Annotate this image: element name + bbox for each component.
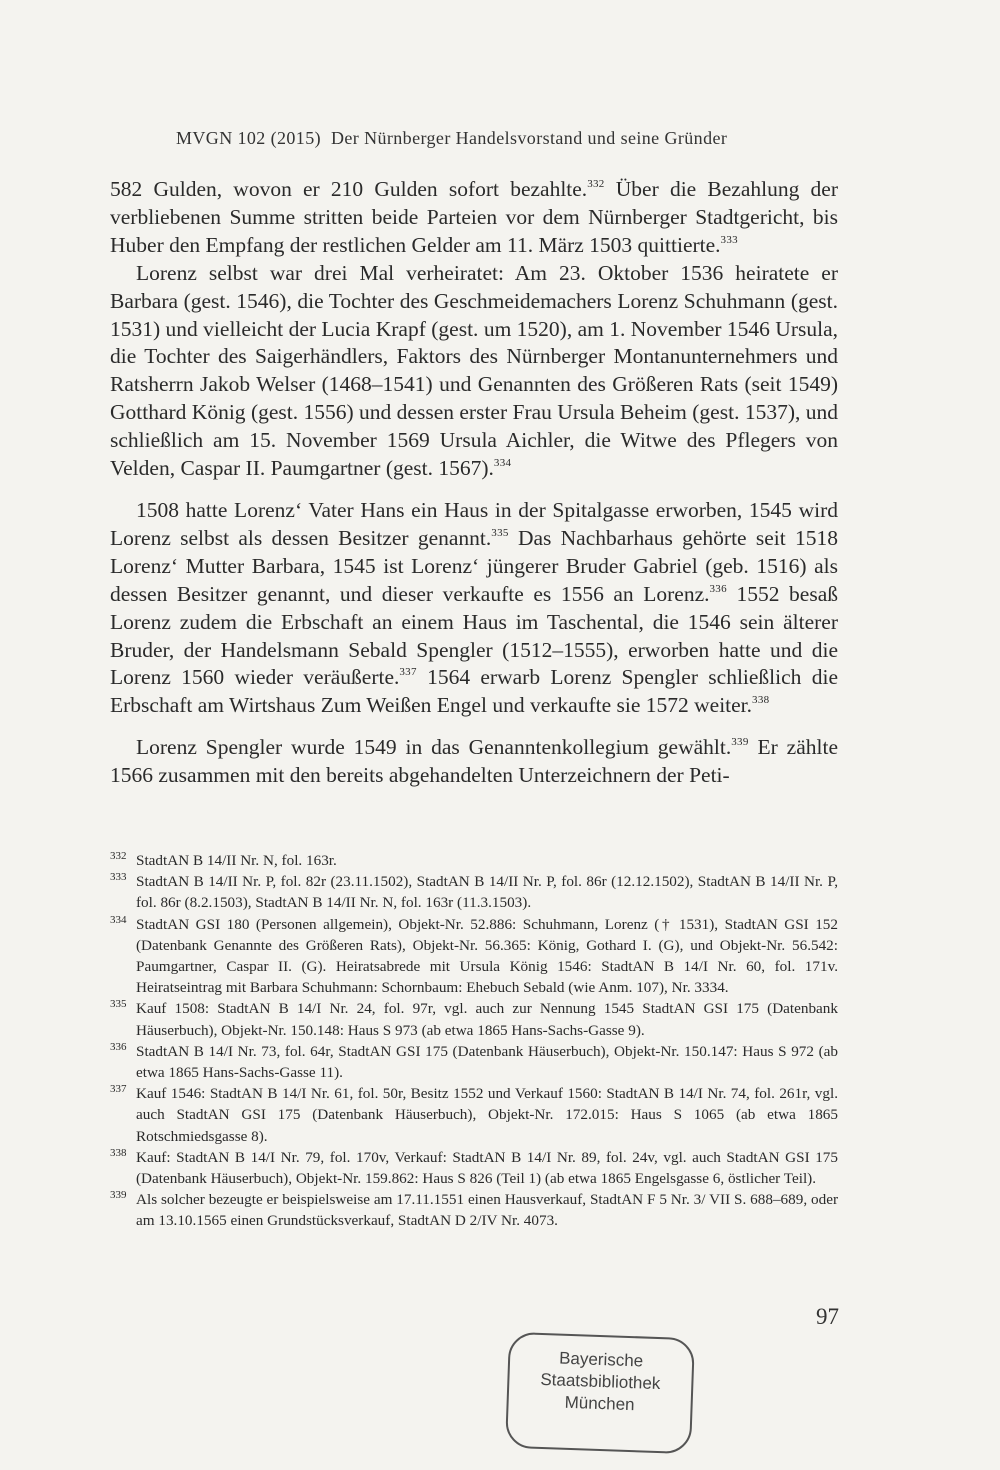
footnote-ref-334[interactable]: 334 [493, 457, 512, 470]
footnote-337: 337 Kauf 1546: StadtAN B 14/I Nr. 61, fol. 50r, Besitz 1552 und Verkauf 1560: StadtAN B 14/I Nr. 74, fol. 261r, vgl. auch StadtAN GSI 175 (Datenbank Häuserbuch), Objekt-Nr. 172.015: Haus S 1065 (ab etwa 1865 Rotschmiedsgasse 8). [110, 1083, 838, 1145]
footnote-333: 333 StadtAN B 14/II Nr. P, fol. 82r (23.11.1502), StadtAN B 14/II Nr. P, fol. 86r (12.12.1502), StadtAN B 14/II Nr. P, fol. 86r (8.2.1503), StadtAN B 14/II Nr. N, fol. 163r (11.3.1503). [110, 871, 838, 912]
footnote-ref-338[interactable]: 338 [752, 694, 770, 707]
footnote-339: 339 Als solcher bezeugte er beispielsweise am 17.11.1551 einen Hausverkauf, StadtAN F 5 Nr. 3/ VII S. 688–689, oder am 13.10.1565 einen Grundstücksverkauf, StadtAN D 2/IV Nr. 4073. [110, 1189, 838, 1230]
article-title: Der Nürnberger Handelsvorstand und seine Gründer [331, 128, 728, 148]
paragraph-4: Lorenz Spengler wurde 1549 in das Genanntenkollegium gewählt.$^{339}$ Er zählte 1566 zusammen mit den bereits abgehandelten Unterzeichnern der Peti- [110, 735, 838, 788]
footnote-ref-339[interactable]: 339 [731, 736, 749, 749]
footnote-338: 338 Kauf: StadtAN B 14/I Nr. 79, fol. 170v, Verkauf: StadtAN B 14/I Nr. 89, fol. 24v, vgl. auch StadtAN GSI 175 (Datenbank Häuserbuch), Objekt-Nr. 159.862: Haus S 826 (Teil 1) (ab etwa 1865 Engelsgasse 6, östlicher Teil). [110, 1146, 838, 1188]
stamp-line-1: Bayerische [558, 1348, 644, 1371]
footnote-ref-336[interactable]: 336 [709, 582, 727, 595]
running-header [176, 128, 727, 149]
stamp-line-2: Staatsbibliothek [540, 1369, 661, 1394]
body-text [110, 176, 838, 790]
page-number: 97 [816, 1304, 839, 1329]
paragraph-1: 582 Gulden, wovon er 210 Gulden sofort bezahlte.$^{332}$ Über die Bezahlung der verbliebenen Summe stritten beide Parteien vor dem Nürnberger Stadtgericht, bis Huber den Empfang der restlichen Gelder am 11. März 1503 quittierte.$^{333}$ [110, 177, 839, 257]
footnote-ref-335[interactable]: 335 [491, 526, 509, 539]
footnote-336: 336 StadtAN B 14/I Nr. 73, fol. 64r, StadtAN GSI 175 (Datenbank Häuserbuch), Objekt-Nr. 150.147: Haus S 972 (ab etwa 1865 Hans-Sachs-Gasse 11). [110, 1040, 838, 1082]
footnote-ref-337[interactable]: 337 [399, 666, 417, 679]
paragraph-2: Lorenz selbst war drei Mal verheiratet: Am 23. Oktober 1536 heiratete er Barbara (gest. 1546), die Tochter des Geschmeidemachers Lorenz Schuhmann (gest. 1531) und vielleicht der Lucia Krapf (gest. um 1520), am 1. November 1546 Ursula, die Tochter des Saigerhändlers, Faktors des Nürnberger Montanunternehmers und Ratsherrn Jakob Welser (1468–1541) und Genannten des Größeren Rats (seit 1549) Gotthard König (gest. 1556) und dessen erster Frau Ursula Beheim (gest. 1537), und schließlich am 15. November 1569 Ursula Aichler, die Witwe des Pflegers von Velden, Caspar II. Paumgartner (gest. 1567).$^{334}$ [110, 260, 838, 481]
journal-reference: MVGN 102 (2015) [176, 128, 321, 148]
footnote-335: 335 Kauf 1508: StadtAN B 14/I Nr. 24, fol. 97r, vgl. auch zur Nennung 1545 StadtAN GSI 175 (Datenbank Häuserbuch), Objekt-Nr. 150.148: Haus S 973 (ab etwa 1865 Hans-Sachs-Gasse 9). [110, 998, 838, 1039]
footnote-334: 334 StadtAN GSI 180 (Personen allgemein), Objekt-Nr. 52.886: Schuhmann, Lorenz († 1531), StadtAN GSI 152 (Datenbank Genannte des Größeren Rats), Objekt-Nr. 56.365: König, Gothard I. (G), und Objekt-Nr. 56.542: Paumgartner, Caspar II. (G). Heiratsabrede mit Ursula König 1546: StadtAN B 14/I Nr. 60, fol. 171v. Heiratseintrag mit Barbara Schuhmann: Schornbaum: Ehebuch Sebald (wie Anm. 107), Nr. 3334. [110, 913, 838, 997]
stamp-line-3: München [564, 1392, 635, 1415]
footnote-ref-333[interactable]: 333 [720, 233, 738, 246]
footnotes [110, 850, 838, 1232]
paragraph-3: 1508 hatte Lorenz‘ Vater Hans ein Haus in der Spitalgasse erworben, 1545 wird Lorenz selbst als dessen Besitzer genannt.$^{335}$ Das Nachbarhaus gehörte seit 1518 Lorenz‘ Mutter Barbara, 1545 ist Lorenz‘ jüngerer Bruder Gabriel (geb. 1516) als dessen Besitzer genannt, und dieser verkaufte es 1556 an Lorenz.$^{336}$ 1552 besaß Lorenz zudem die Erbschaft an einem Haus im Taschental, die 1546 sein älterer Bruder, der Handelsmann Sebald Spengler (1512–1555), erworben hatte und die Lorenz 1560 wieder veräußerte.$^{337}$ 1564 erwarb Lorenz Spengler schließlich die Erbschaft am Wirtshaus Zum Weißen Engel und verkaufte sie 1572 weiter.$^{338}$ [110, 497, 838, 718]
library-stamp [505, 1332, 695, 1454]
footnote-ref-332[interactable]: 332 [587, 178, 605, 190]
footnote-332: 332 StadtAN B 14/II Nr. N, fol. 163r. [110, 850, 337, 869]
